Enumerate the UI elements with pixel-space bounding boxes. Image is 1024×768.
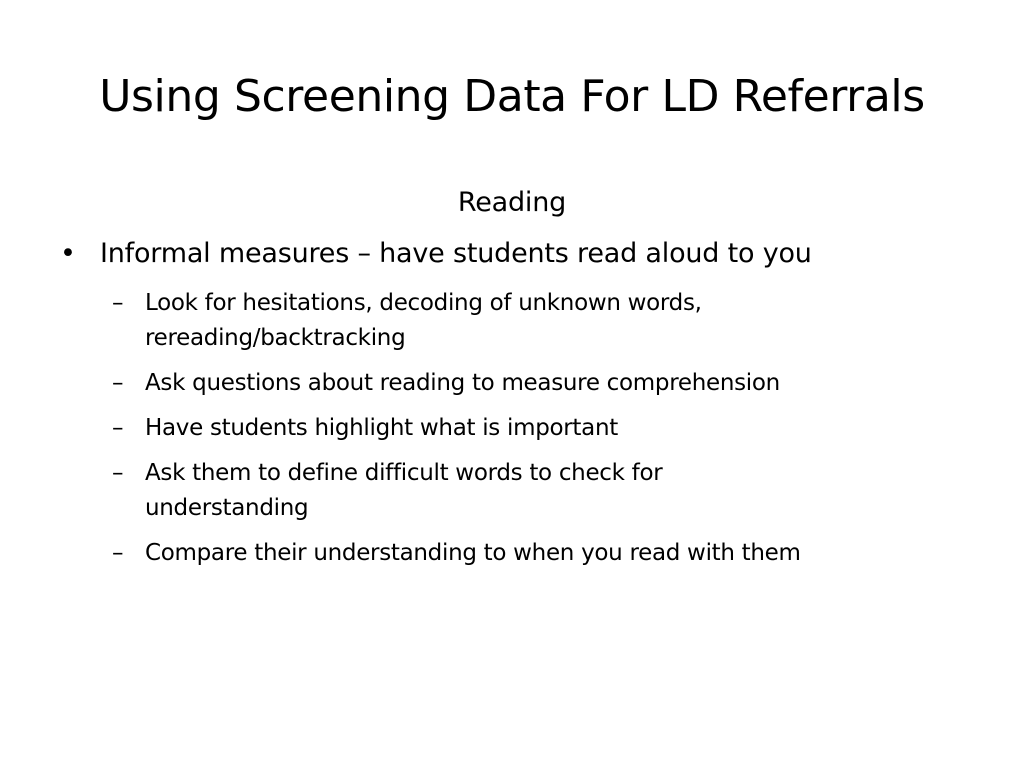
sub-bullet-text: Have students highlight what is important [145, 415, 618, 441]
sub-bullet-text: Ask questions about reading to measure comprehension [145, 370, 780, 396]
sub-bullet-item [112, 286, 992, 356]
bullet-marker: • [60, 238, 76, 269]
sub-bullet-item [112, 456, 992, 526]
sub-bullet-marker: – [112, 460, 124, 486]
sub-bullet-text: Look for hesitations, decoding of unknown words, rereading/backtracking [145, 290, 702, 351]
sub-bullet-marker: – [112, 370, 124, 396]
sub-bullet-item [112, 366, 992, 401]
bullet-text: Informal measures – have students read aloud to you [100, 238, 812, 269]
slide-title: Using Screening Data For LD Referrals [99, 71, 925, 122]
slide-subheading: Reading [457, 187, 567, 218]
sub-bullet-marker: – [112, 540, 124, 566]
sub-bullet-item [112, 411, 992, 446]
sub-bullet-marker: – [112, 415, 124, 441]
sub-bullet-text: Ask them to define difficult words to check for understanding [145, 460, 663, 521]
sub-bullet-marker: – [112, 290, 124, 316]
sub-bullet-list [112, 286, 992, 581]
sub-bullet-item [112, 536, 992, 571]
sub-bullet-text: Compare their understanding to when you read with them [145, 540, 801, 566]
